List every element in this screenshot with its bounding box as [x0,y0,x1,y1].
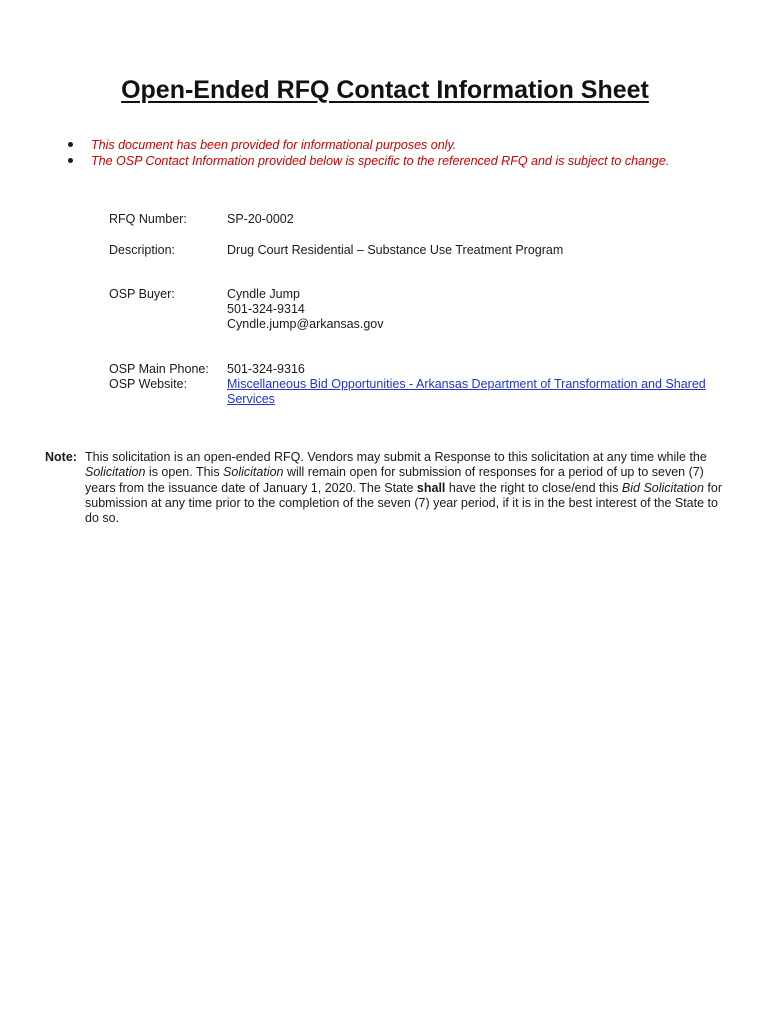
website-link[interactable] [227,377,706,407]
note-italic-solicitation: Solicitation [223,465,284,480]
rfq-number-label: RFQ Number: [109,212,187,226]
note-text-part: This solicitation is an open-ended RFQ. Vendors may submit a Response to this solicitation at any time while the [85,450,707,464]
disclaimer-text: The OSP Contact Information provided below is specific to the referenced RFQ and is subject to change. [91,154,670,168]
description-label: Description: [109,243,175,257]
main-phone-label: OSP Main Phone: [109,362,209,376]
disclaimer-item [66,153,669,169]
note-label: Note: [45,450,77,464]
buyer-phone: 501-324-9314 [227,302,305,316]
note-text-part: is open. This [145,465,224,480]
disclaimer-list [66,137,669,169]
note-italic-solicitation: Solicitation [85,465,146,480]
disclaimer-text: This document has been provided for informational purposes only. [91,138,457,152]
buyer-name: Cyndle Jump [227,287,300,301]
buyer-email: Cyndle.jump@arkansas.gov [227,317,384,331]
note-text-part: for submission at any time prior to the completion of the seven (7) year period, if it is in the best interest of the State to do so. [85,480,722,526]
note-section [45,450,725,526]
website-link-line2[interactable]: Services [227,392,275,406]
rfq-number-value: SP-20-0002 [227,212,294,226]
document-title: Open-Ended RFQ Contact Information Sheet [121,76,649,104]
note-text-part: have the right to close/end this [445,480,622,495]
buyer-label: OSP Buyer: [109,287,175,301]
website-label: OSP Website: [109,377,188,391]
main-phone-value: 501-324-9316 [227,362,305,376]
bullet-icon [68,158,73,163]
note-text [85,450,725,526]
description-value: Drug Court Residential – Substance Use Treatment Program [227,243,564,257]
note-bold-shall: shall [416,480,446,495]
website-link-line1[interactable]: Miscellaneous Bid Opportunities - Arkansas Department of Transformation and Shared [227,377,706,391]
bullet-icon [68,142,73,147]
note-italic-bid-solicitation: Bid Solicitation [621,480,704,495]
note-text-part: will remain open for submission of responses for a period of up to seven (7) years from the issuance date of January 1, 2020. The State [85,465,704,495]
disclaimer-item [66,137,669,153]
